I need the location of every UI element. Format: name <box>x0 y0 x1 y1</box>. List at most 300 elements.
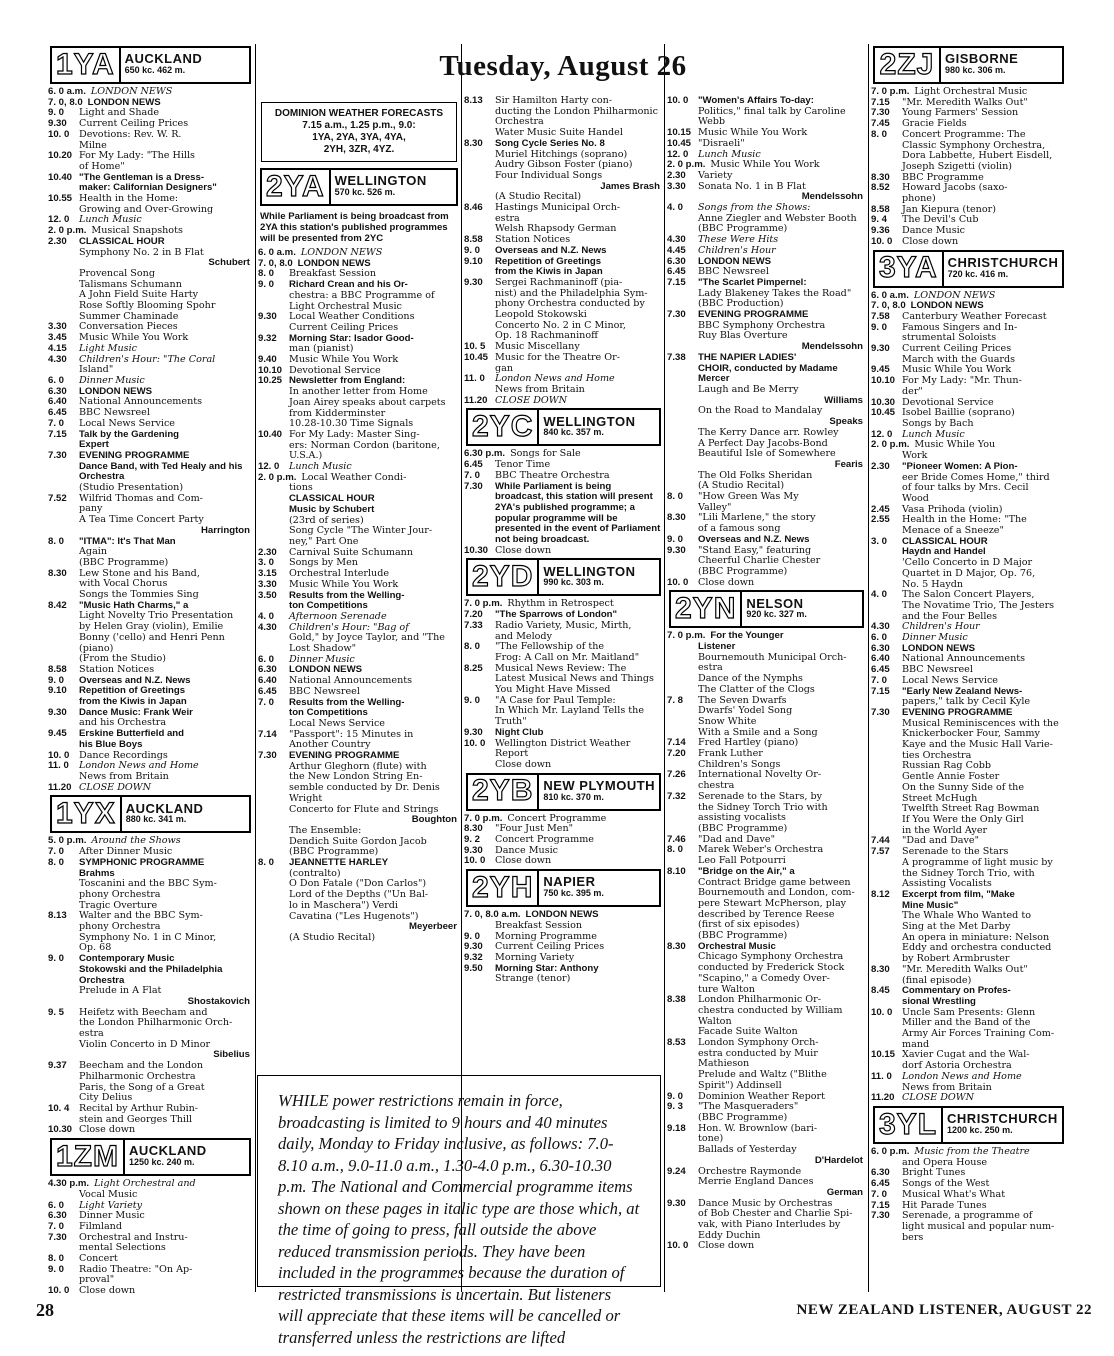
station-name: WELLINGTON <box>334 173 427 189</box>
programme-title: "The Sparrows of London" <box>495 609 618 621</box>
parliament-note: While Parliament is being broadcast from 2YA this station's published programmes will be presented from 2YC <box>260 211 449 244</box>
programme-title: Afternoon Serenade <box>289 610 387 622</box>
programme-time: 7. 0 p.m. <box>464 812 503 824</box>
programme-continuation: Lost Shadow" <box>289 643 356 655</box>
programme-continuation: "Scapino," a Comedy Over- <box>698 972 830 984</box>
programme-time: 8. 0 <box>258 857 275 869</box>
programme-continuation: papers," talk by Cecil Kyle <box>902 696 1031 708</box>
programme-title: Wellington District Weather <box>495 737 631 749</box>
programme-continuation: (BBC Programme) <box>79 556 169 568</box>
programme-continuation: Spirit") Addinsell <box>698 1079 782 1091</box>
programme-title: Carnival Suite Schumann <box>289 546 414 558</box>
programme-entry <box>871 215 1066 226</box>
programme-continuation: A programme of light music by <box>902 856 1053 868</box>
programme-continuation: Prelude in A Flat <box>79 985 162 997</box>
programme-continuation: Songs the Tommies Sing <box>79 589 199 601</box>
programme-continuation: On the Road to Mandalay <box>698 405 823 417</box>
forecast-line: DOMINION WEATHER FORECASTS <box>274 108 444 119</box>
programme-continuation: sional Wrestling <box>902 995 976 1007</box>
programme-continuation: Kaye and the Music Hall Varie- <box>902 739 1053 751</box>
programme-title: Hastings Municipal Orch- <box>495 202 621 214</box>
programme-continuation: Work <box>902 450 928 462</box>
programme-time: 9.30 <box>871 343 890 355</box>
programme-continuation: Island" <box>79 364 114 376</box>
programme-time: 3.30 <box>48 321 67 333</box>
programme-title: Erskine Butterfield and <box>79 728 185 740</box>
programme-title: Vasa Prihoda (violin) <box>902 503 1003 515</box>
programme-continuation: Talismans Schumann <box>79 278 182 290</box>
programme-continuation: Orchestra <box>495 116 544 128</box>
programme-continuation: estra conducted by Muir <box>698 1047 818 1059</box>
programme-title: Results from the Welling- <box>289 696 405 708</box>
programme-time: 10. 0 <box>48 749 70 761</box>
programme-continuation: An opera in miniature: Nelson <box>902 931 1050 943</box>
programme-time: 6. 0 a.m. <box>48 86 86 97</box>
programme-title: BBC Newsreel <box>902 664 973 676</box>
programme-title: Music While You Work <box>902 364 1012 376</box>
programme-continuation: (A Studio Recital) <box>289 932 376 943</box>
programme-continuation: Water Music Suite Handel <box>495 127 623 139</box>
programme-continuation: Gold," by Joyce Taylor, and "The <box>289 632 445 644</box>
programme-title: Music While You Work <box>289 354 399 366</box>
programme-time: 7.32 <box>667 790 686 802</box>
programme-time: 7. 0 <box>48 1220 65 1232</box>
programme-time: 8.58 <box>871 203 890 215</box>
programme-title: For My Lady: "Mr. Thun- <box>902 375 1022 387</box>
programme-continuation: (final episode) <box>902 974 972 986</box>
programme-time: 7.30 <box>667 309 686 321</box>
programme-continuation: of Home" <box>79 160 125 172</box>
programme-title: Current Ceiling Prices <box>902 343 1012 355</box>
programme-time: 12. 0 <box>667 148 689 160</box>
programme-entry <box>464 203 663 214</box>
programme-continuation: Latest Musical News and Things <box>495 673 654 685</box>
programme-entry <box>871 1072 1066 1083</box>
programme-entry <box>48 451 253 462</box>
programme-entry <box>667 160 866 171</box>
programme-continuation: lo in Maschera") Verdi <box>289 899 398 911</box>
station-frequency: 980 kc. 306 m. <box>945 65 1006 75</box>
programme-title: Morning Star: Anthony <box>495 962 599 974</box>
programme-continuation: Close down <box>495 758 552 770</box>
station-info <box>944 252 1062 286</box>
programme-title: Light and Shade <box>79 107 160 119</box>
programme-continuation: Bonny ('cello) and Henri Penn <box>79 631 225 643</box>
programme-title: While Parliament is being <box>495 480 612 492</box>
programme-continuation: Muriel Hitchings (soprano) <box>495 148 628 160</box>
programme-entry <box>464 846 663 857</box>
programme-title: Morning Variety <box>495 952 575 963</box>
programme-title: Local News Service <box>902 674 998 686</box>
programme-time: 9. 5 <box>48 1006 65 1018</box>
programme-title: Orchestral Interlude <box>289 568 390 580</box>
programme-continuation: Quartet in D Major, Op. 76, <box>902 567 1036 579</box>
programme-title: "Mr. Meredith Walks Out" <box>902 963 1028 975</box>
station-name: CHRISTCHURCH <box>947 254 1059 270</box>
programme-title: Health in the Home: "The <box>902 514 1027 526</box>
programme-continuation: The Kerry Dance arr. Rowley <box>698 426 839 438</box>
programme-time: 6.30 <box>48 385 67 397</box>
programme-time: 9.45 <box>48 728 67 740</box>
composer-credit: Fearis <box>834 458 863 470</box>
programme-continuation: A John Field Suite Harty <box>79 289 199 301</box>
programme-title: "Dad and Dave" <box>902 835 980 847</box>
programme-continuation: Bournemouth Municipal Orch- <box>698 651 847 663</box>
programme-continuation: Stokowski and the Philadelphia Orchestra <box>79 963 223 986</box>
programme-time: 7. 0 <box>48 846 65 858</box>
programme-time: 6.45 <box>464 459 483 471</box>
programme-time: 9. 0 <box>464 694 481 706</box>
programme-continuation: his Blue Boys <box>79 738 143 750</box>
forecast-line: 7.15 a.m., 1.25 p.m., 9.0: <box>302 120 416 131</box>
programme-title: Breakfast Session <box>289 268 377 280</box>
programme-time: 10.45 <box>667 137 692 149</box>
station-name: NELSON <box>746 595 804 611</box>
composer-credit: Williams <box>824 394 863 406</box>
programme-continuation: News from Britain <box>902 1081 992 1093</box>
programme-entry <box>258 612 460 623</box>
programme-title: Close down <box>495 855 552 867</box>
programme-continuation: semble conducted by Dr. Denis <box>289 782 440 794</box>
programme-time: 7. 0, 8.0 <box>258 257 293 269</box>
programme-title: "Lili Marlene," the story <box>698 512 816 524</box>
programme-title: Station Notices <box>79 663 155 675</box>
programme-title: "A Case for Paul Temple: <box>495 694 616 706</box>
station-header <box>50 1138 251 1176</box>
programme-title: National Announcements <box>79 396 203 408</box>
programme-continuation: in the World Ayer <box>902 824 988 836</box>
programme-continuation: Lady Blakeney Takes the Road" <box>698 287 852 299</box>
page-header: Tuesday, August 26 <box>439 50 687 82</box>
programme-title: "Disraeli" <box>698 137 745 149</box>
programme-title: Orchestral Music <box>698 940 776 952</box>
programme-title: Jan Kiepura (tenor) <box>902 203 996 215</box>
programme-title: Uncle Sam Presents: Glenn <box>902 1006 1036 1018</box>
programme-time: 7.20 <box>667 748 686 760</box>
station-logo: 2YN <box>671 592 742 626</box>
page-number: 28 <box>36 1300 54 1320</box>
programme-title: Concert <box>79 1253 118 1265</box>
programme-entry <box>464 728 663 739</box>
programme-entry <box>258 580 460 591</box>
programme-continuation: The Whale Who Wanted to <box>902 910 1032 922</box>
programme-title: CLOSE DOWN <box>495 394 568 406</box>
programme-continuation: News from Britain <box>79 771 169 782</box>
programme-continuation: by Helen Gray (violin), Emilie <box>79 621 224 633</box>
composer-credit: Boughton <box>411 814 457 826</box>
programme-continuation: 10.28-10.30 Time Signals <box>289 418 414 430</box>
programme-continuation: ton Competitions <box>289 600 368 612</box>
programme-time: 7. 0 <box>464 469 481 481</box>
programme-continuation: The Old Folks Sheridan <box>698 469 813 481</box>
programme-continuation: Cavatina ("Les Hugenots") <box>289 910 419 922</box>
programme-time: 7. 0 p.m. <box>667 630 706 642</box>
column-1 <box>48 44 253 1297</box>
station-logo: 2YC <box>468 410 539 444</box>
programme-continuation: phone) <box>902 193 936 205</box>
programme-entry <box>667 1124 866 1135</box>
programme-title: Overseas and N.Z. News <box>495 244 607 256</box>
programme-time: 4.45 <box>667 244 686 256</box>
programme-entry <box>667 578 866 589</box>
programme-time: 6. 0 <box>258 653 275 665</box>
programme-title: Close down <box>79 1285 136 1297</box>
programme-continuation: phony Orchestra <box>79 888 161 900</box>
programme-entry <box>667 492 866 503</box>
programme-title: Close down <box>495 544 552 556</box>
programme-time: 6. 0 <box>48 374 65 386</box>
station-name: GISBORNE <box>945 51 1019 67</box>
programme-continuation: The Novatime Trio, The Jesters <box>902 599 1055 611</box>
programme-title: Sonata No. 1 in B Flat <box>698 180 806 192</box>
programme-title: Music While You Work <box>698 127 808 139</box>
programme-continuation: the New London String En- <box>289 771 423 783</box>
programme-entry <box>464 546 663 557</box>
programme-time: 9.40 <box>258 354 277 366</box>
station-frequency: 1250 kc. 240 m. <box>129 1157 195 1168</box>
composer-credit: German <box>826 1186 863 1198</box>
programme-entry <box>667 246 866 257</box>
programme-entry <box>871 226 1066 237</box>
programme-continuation: BBC Symphony Orchestra <box>698 319 826 331</box>
programme-time: 8.30 <box>667 512 686 524</box>
programme-entry <box>48 130 253 141</box>
programme-continuation: (piano) <box>79 642 114 654</box>
programme-entry <box>871 1190 1066 1201</box>
programme-continuation: Joseph Szigetti (violin) <box>902 160 1013 172</box>
programme-continuation: conducted by Frederick Stock <box>698 962 845 974</box>
programme-continuation: Op. 68 <box>79 942 112 954</box>
programme-continuation: Again <box>79 546 108 558</box>
programme-time: 7.30 <box>48 1231 67 1243</box>
programme-continuation: Contract Bridge game between <box>698 876 851 888</box>
station-logo: 2ZJ <box>875 48 941 82</box>
programme-title: Excerpt from film, "Make <box>902 888 1015 900</box>
programme-time: 8.45 <box>871 985 890 997</box>
programme-continuation: Truth" <box>495 716 527 728</box>
programme-continuation: CLASSICAL HOUR <box>289 493 375 505</box>
programme-continuation: the Sidney Torch Trio with <box>698 801 828 813</box>
programme-title: Dinner Music <box>902 632 968 644</box>
programme-time: 9.30 <box>48 118 67 130</box>
programme-title: Newsletter from England: <box>289 375 406 387</box>
forecast-line: 1YA, 2YA, 3YA, 4YA, <box>312 132 406 143</box>
programme-entry <box>48 1125 253 1136</box>
programme-continuation: from the Kiwis in Japan <box>495 266 603 278</box>
programme-time: 8. 0 <box>667 491 684 503</box>
programme-title: LONDON NEWS <box>525 909 599 921</box>
programme-time: 7. 0, 8.0 <box>48 96 83 108</box>
programme-continuation: Gentle Annie Foster <box>902 771 1000 783</box>
programme-title: Children's Hour <box>902 621 980 633</box>
programme-title: Lunch Music <box>289 461 352 473</box>
programme-entry <box>871 237 1066 248</box>
programme-title: LONDON NEWS <box>297 257 371 269</box>
programme-entry <box>48 783 253 794</box>
programme-continuation: March with the Guards <box>902 353 1016 365</box>
programme-time: 8. 0 <box>258 268 275 280</box>
programme-continuation: Leopold Stokowski <box>495 309 587 321</box>
programme-continuation: Philharmonic Orchestra <box>79 1070 196 1082</box>
programme-continuation: Menace of a Sneeze" <box>902 525 1004 537</box>
programme-time: 7.14 <box>667 737 686 749</box>
programme-continuation: Leo Fall Potpourri <box>698 855 786 867</box>
programme-time: 9. 0 <box>667 1090 684 1102</box>
programme-time: 6. 0 <box>871 632 888 644</box>
programme-entry <box>871 676 1066 687</box>
programme-continuation: (23rd of series) <box>289 514 364 526</box>
programme-continuation: Wright <box>289 792 323 804</box>
programme-time: 7. 8 <box>667 694 684 706</box>
programme-time: 2. 0 p.m. <box>667 159 706 171</box>
programme-time: 9. 2 <box>464 834 481 846</box>
programme-title: "Passport": 15 Minutes in <box>289 728 414 740</box>
programme-title: CLASSICAL HOUR <box>902 535 988 547</box>
programme-continuation: from Kidderminster <box>289 407 386 419</box>
programme-title: Concert Programme <box>507 812 607 824</box>
programme-continuation: Vocal Music <box>79 1188 138 1200</box>
programme-time: 6.45 <box>871 1178 890 1190</box>
programme-continuation: eer Bride Comes Home," third <box>902 471 1050 483</box>
programme-time: 10.30 <box>48 1124 73 1136</box>
station-frequency: 750 kc. 395 m. <box>543 888 604 899</box>
programme-title: BBC Newsreel <box>698 266 769 278</box>
programme-title: "The Masqueraders" <box>698 1101 799 1113</box>
programme-title: Close down <box>698 576 755 588</box>
programme-time: 8.13 <box>48 910 67 922</box>
programme-time: 10. 0 <box>871 235 893 247</box>
programme-continuation: Current Ceiling Prices <box>289 321 399 333</box>
programme-time: 9. 0 <box>667 533 684 545</box>
station-header <box>50 795 251 833</box>
programme-time: 8.25 <box>464 662 483 674</box>
programme-continuation: Dance Band, with Ted Healy and his Orchestra <box>79 460 243 483</box>
programme-time: 5. 0 p.m. <box>48 835 87 847</box>
composer-credit: Schubert <box>208 257 250 269</box>
programme-title: Walter and the BBC Sym- <box>79 910 203 922</box>
programme-time: 7. 0, 8.0 a.m. <box>464 909 521 921</box>
programme-time: 10.45 <box>871 407 896 419</box>
programme-title: National Announcements <box>289 675 413 687</box>
programme-continuation: estra <box>698 662 723 674</box>
programme-time: 6.30 <box>871 1167 890 1179</box>
station-logo: 2YH <box>468 871 539 905</box>
programme-title: LONDON NEWS <box>87 96 161 108</box>
programme-title: Radio Theatre: "On Ap- <box>79 1263 193 1275</box>
programme-time: 8.30 <box>464 823 483 835</box>
programme-title: Dinner Music <box>289 653 355 665</box>
composer-credit: Meyerbeer <box>409 921 457 933</box>
programme-continuation: chestra <box>698 780 735 792</box>
programme-continuation: If You Were the Only Girl <box>902 814 1024 825</box>
programme-title: London Symphony Orch- <box>698 1037 819 1049</box>
station-info <box>539 560 659 594</box>
programme-title: Dinner Music <box>79 374 145 386</box>
programme-title: LONDON NEWS <box>698 255 772 267</box>
programme-title: Serenade to the Stars, by <box>698 790 823 802</box>
programme-time: 2.30 <box>48 235 67 247</box>
programme-continuation: estra <box>79 1028 104 1040</box>
programme-title: "Dad and Dave" <box>698 833 776 845</box>
composer-credit: Mendelssohn <box>801 341 863 353</box>
programme-continuation: Breakfast Session <box>495 919 583 931</box>
programme-title: "The Scarlet Pimpernel: <box>698 276 807 288</box>
programme-entry <box>871 183 1066 194</box>
programme-title: "Early New Zealand News- <box>902 685 1023 697</box>
programme-continuation: Eddy Duchin <box>698 1229 761 1241</box>
programme-continuation: Dwarfs' Yodel Song <box>698 705 793 717</box>
programme-continuation: and Opera House <box>902 1156 988 1168</box>
station-header <box>466 869 661 907</box>
programme-time: 7.30 <box>258 750 277 762</box>
programme-title: Howard Jacobs (saxo- <box>902 182 1008 194</box>
programme-continuation: estra <box>495 212 520 224</box>
programme-continuation: Musical Reminiscences with the <box>902 717 1059 729</box>
programme-time: 2.30 <box>667 169 686 181</box>
station-frequency: 880 kc. 341 m. <box>125 814 187 825</box>
programme-continuation: Bournemouth and London, com- <box>698 887 855 899</box>
programme-continuation: ton Competitions <box>289 707 368 719</box>
programme-time: 7. 0 p.m. <box>871 86 910 97</box>
programme-continuation: Listener <box>698 641 736 653</box>
programme-continuation: and Melody <box>495 630 552 642</box>
programme-title: London News and Home <box>495 373 615 385</box>
programme-time: 7.38 <box>667 351 686 363</box>
programme-time: 7.57 <box>871 846 890 858</box>
programme-continuation: A Perfect Day Jacobs-Bond <box>698 437 828 449</box>
programme-title: Devotional Service <box>289 364 381 376</box>
programme-title: Current Ceiling Prices <box>495 941 605 953</box>
programme-time: 3. 0 <box>258 557 275 569</box>
station-name: AUCKLAND <box>129 1143 207 1159</box>
programme-title: Lunch Music <box>79 214 142 226</box>
programme-title: LONDON NEWS <box>913 289 996 301</box>
station-logo: 1ZM <box>52 1140 125 1174</box>
station-header <box>873 250 1064 288</box>
programme-title: CLOSE DOWN <box>902 1092 975 1104</box>
programme-time: 10. 4 <box>48 1102 70 1114</box>
programme-entry <box>464 353 663 364</box>
programme-time: 7.14 <box>258 728 277 740</box>
programme-entry <box>464 621 663 632</box>
programme-title: Recital by Arthur Rubin- <box>79 1102 199 1114</box>
programme-time: 8. 0 <box>48 856 65 868</box>
programme-time: 9. 0 <box>258 279 275 291</box>
programme-continuation: and the Four Belles <box>902 610 998 622</box>
programme-time: 3. 0 <box>871 535 888 547</box>
programme-continuation: Prelude and Waltz ("Blithe <box>698 1069 827 1081</box>
programme-time: 6.30 <box>48 1210 67 1222</box>
programme-time: 6.30 <box>871 642 890 654</box>
programme-title: Serenade to the Stars <box>902 846 1009 858</box>
programme-time: 10.40 <box>258 428 283 440</box>
programme-title: International Novelty Or- <box>698 769 822 781</box>
programme-time: 9.36 <box>871 225 890 237</box>
programme-title: SYMPHONIC PROGRAMME <box>79 856 205 868</box>
programme-continuation: Violin Concerto in D Minor <box>79 1038 211 1050</box>
programme-time: 3.15 <box>258 568 277 580</box>
programme-title: Young Farmers' Session <box>902 107 1019 119</box>
programme-time: 8.58 <box>464 234 483 246</box>
programme-time: 9.30 <box>464 276 483 288</box>
programme-time: 8. 0 <box>48 535 65 547</box>
programme-title: Devotional Service <box>902 396 994 408</box>
programme-title: Isobel Baillie (soprano) <box>902 407 1015 419</box>
programme-title: JEANNETTE HARLEY <box>289 857 389 869</box>
programme-title: Musical News Review: The <box>495 662 627 674</box>
programme-continuation: assisting vocalists <box>698 812 786 824</box>
programme-continuation: phony Orchestra <box>79 921 161 933</box>
